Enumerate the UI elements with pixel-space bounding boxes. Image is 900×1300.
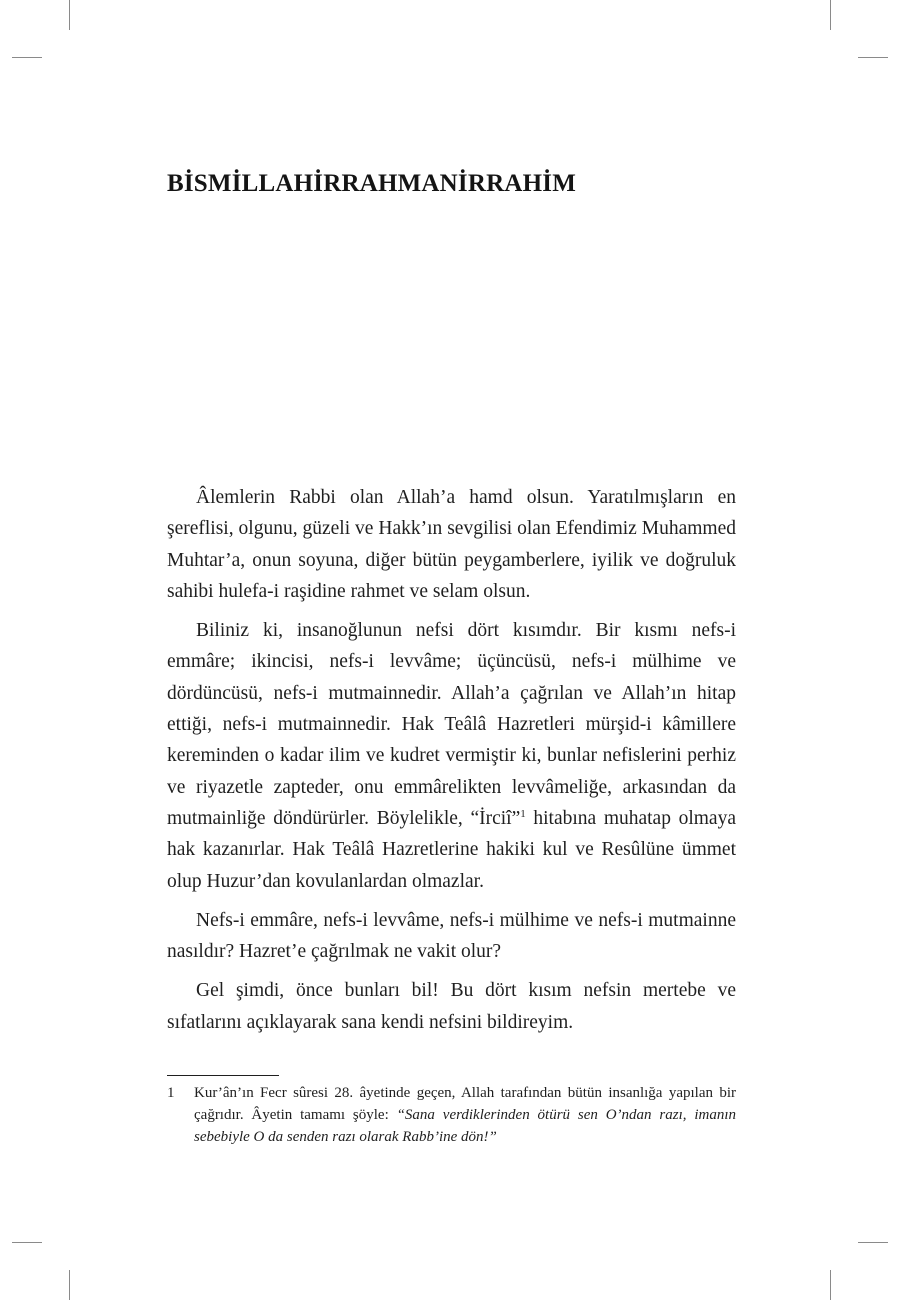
crop-mark — [12, 57, 42, 58]
crop-mark — [69, 1270, 70, 1300]
crop-mark — [12, 1242, 42, 1243]
footnote-divider — [167, 1075, 279, 1076]
crop-mark — [858, 57, 888, 58]
footnote-number: 1 — [167, 1085, 175, 1101]
paragraph: Âlemlerin Rabbi olan Allah’a hamd olsun. Yaratılmışların en şereflisi, olgunu, güzeli ve Hakk’ın sevgilisi olan Efendimiz Muhammed Muhtar’a, onun soyuna, diğer bütün peygamberlere, iyilik ve doğruluk sahibi hulefa-i raşidine rahmet ve selam olsun. — [167, 487, 736, 602]
footnote-text — [194, 1082, 736, 1148]
paragraph — [167, 615, 736, 897]
crop-mark — [69, 0, 70, 30]
footnote — [167, 1082, 736, 1148]
paragraph-text: Biliniz ki, insanoğlunun nefsi dört kısımdır. Bir kısmı nefs-i emmâre; ikincisi, nefs-i levvâme; üçüncüsü, nefs-i mülhime ve dördüncüsü, nefs-i mutmainnedir. Allah’a çağrılan ve Allah’ın hitap ettiği, nefs-i mutmainnedir. Hak Teâlâ Hazretleri mürşid-i kâmillere kereminden o kadar ilim ve kudret vermiştir ki, bunlar nefislerini perhiz ve riyazetle zapteder, onu emmârelikten levvâmeliğe, arkasından da mutmainliğe döndürürler. Böylelikle, “İrciî” — [167, 620, 736, 829]
page-title: BİSMİLLAHİRRAHMANİRRAHİM — [167, 170, 576, 197]
crop-mark — [830, 1270, 831, 1300]
crop-mark — [858, 1242, 888, 1243]
footnote-quote: “Sana verdiklerinden ötürü sen O’ndan razı, imanın sebebiyle O da senden razı olarak Rabb’ine dön!” — [194, 1107, 736, 1145]
paragraph: Nefs-i emmâre, nefs-i levvâme, nefs-i mülhime ve nefs-i mutmainne nasıldır? Hazret’e çağrılmak ne vakit olur? — [167, 909, 736, 963]
paragraph: Gel şimdi, önce bunları bil! Bu dört kısım nefsin mertebe ve sıfatlarını açıklayarak sana kendi nefsini bildireyim. — [167, 980, 736, 1033]
crop-mark — [830, 0, 831, 30]
body-text — [167, 482, 736, 1046]
paragraph-text: hitabına muhatap olmaya hak kazanırlar. Hak Teâlâ Hazretlerine hakiki kul ve Resûlüne ümmet olup Huzur’dan kovulanlardan olmazlar. — [167, 807, 736, 892]
footnote-body: Kur’ân’ın Fecr sûresi 28. âyetinde geçen, Allah tarafından bütün insanlığa yapılan bir çağrıdır. Âyetin tamamı şöyle: — [194, 1085, 736, 1123]
footnote-ref[interactable]: 1 — [520, 807, 526, 820]
